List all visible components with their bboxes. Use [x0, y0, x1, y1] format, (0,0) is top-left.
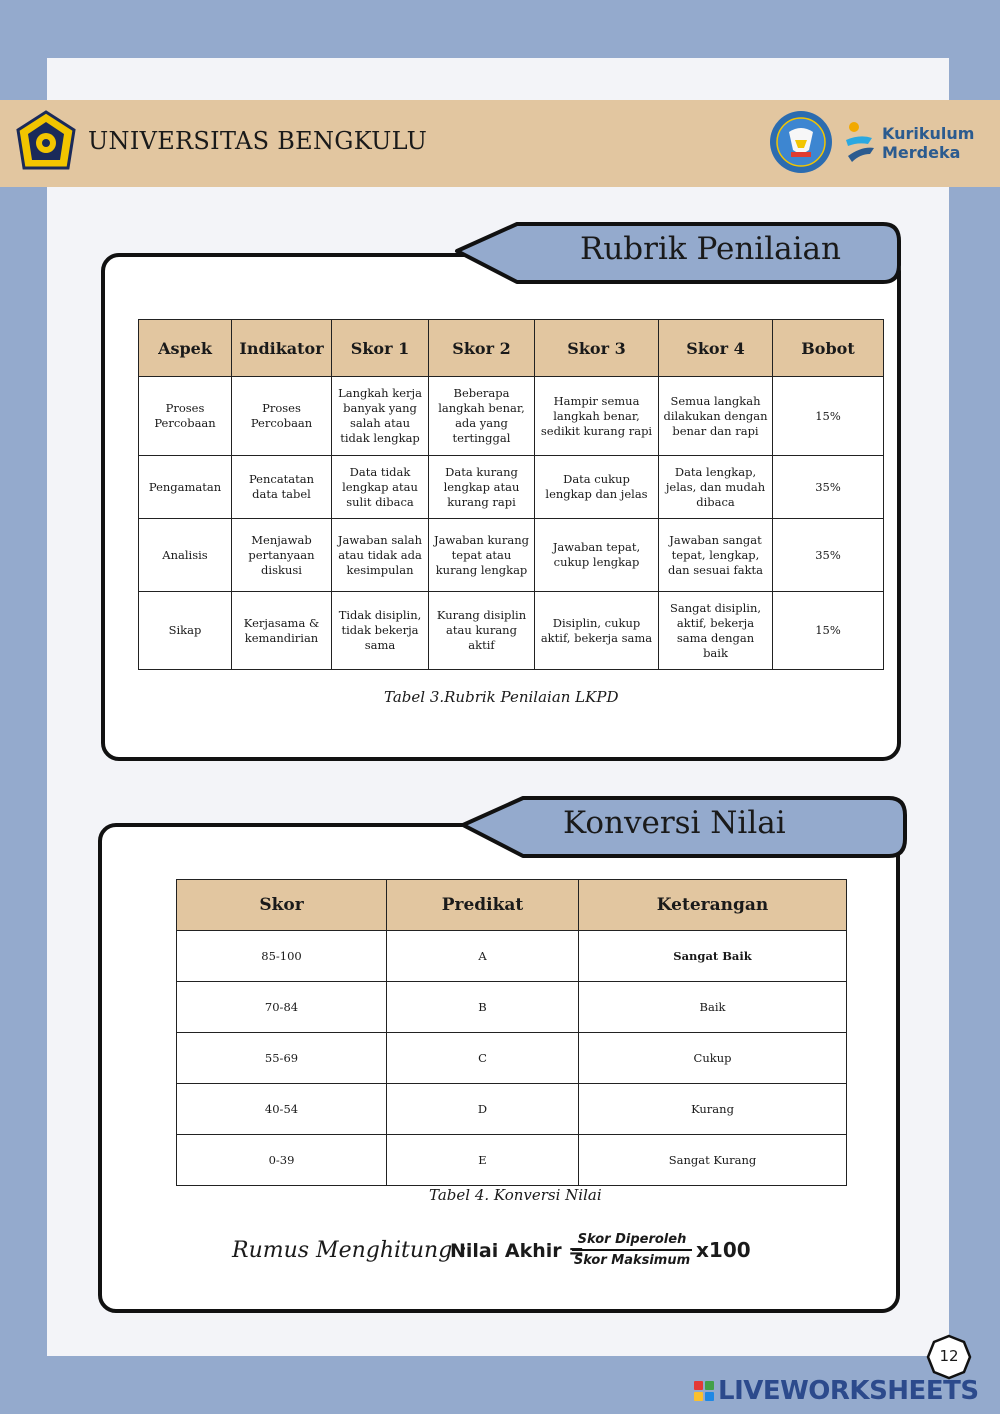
cell-keterangan: Kurang [579, 1084, 847, 1135]
table-row [177, 1033, 847, 1084]
cell-skor-3: Data cukup lengkap dan jelas [535, 456, 659, 519]
cell-skor-4: Data lengkap, jelas, dan mudah dibaca [659, 456, 773, 519]
cell-bobot: 35% [773, 456, 884, 519]
liveworksheets-text: LIVEWORKSHEETS [718, 1376, 979, 1406]
cell-predikat: B [387, 982, 579, 1033]
cell-aspek: Proses Percobaan [139, 377, 232, 456]
kurikulum-label: Kurikulum [882, 124, 975, 143]
header-band [0, 100, 1000, 187]
formula-multiplier: x100 [696, 1238, 751, 1262]
cell-aspek: Pengamatan [139, 456, 232, 519]
table-row [139, 456, 884, 519]
cell-bobot: 35% [773, 519, 884, 592]
cell-skor: 40-54 [177, 1084, 387, 1135]
cell-bobot: 15% [773, 377, 884, 456]
cell-predikat: E [387, 1135, 579, 1186]
cell-keterangan: Sangat Baik [579, 931, 847, 982]
liveworksheets-brand [694, 1376, 979, 1406]
cell-indikator: Kerjasama & kemandirian [232, 592, 332, 670]
formula-fraction [572, 1232, 692, 1268]
cell-skor-4: Semua langkah dilakukan dengan benar dan rapi [659, 377, 773, 456]
university-name: UNIVERSITAS BENGKULU [88, 127, 428, 155]
liveworksheets-logo-icon [694, 1381, 714, 1401]
header-keterangan: Keterangan [579, 880, 847, 931]
cell-indikator: Pencatatan data tabel [232, 456, 332, 519]
cell-skor-1: Jawaban salah atau tidak ada kesimpulan [332, 519, 429, 592]
table-header-row [139, 320, 884, 377]
cell-skor-2: Kurang disiplin atau kurang aktif [429, 592, 535, 670]
cell-predikat: A [387, 931, 579, 982]
cell-skor-3: Jawaban tepat, cukup lengkap [535, 519, 659, 592]
header-indikator: Indikator [232, 320, 332, 377]
header-aspek: Aspek [139, 320, 232, 377]
rubrik-table [138, 319, 884, 670]
tut-wuri-handayani-icon [769, 110, 833, 174]
konversi-table [176, 879, 847, 1186]
cell-predikat: D [387, 1084, 579, 1135]
cell-indikator: Menjawab pertanyaan diskusi [232, 519, 332, 592]
cell-predikat: C [387, 1033, 579, 1084]
formula-label: Rumus Menghitung : [232, 1238, 467, 1263]
header-skor-3: Skor 3 [535, 320, 659, 377]
cell-skor-4: Sangat disiplin, aktif, bekerja sama dengan baik [659, 592, 773, 670]
university-seal-icon [14, 110, 78, 176]
rubrik-caption: Tabel 3.Rubrik Penilaian LKPD [384, 688, 619, 706]
header-bobot: Bobot [773, 320, 884, 377]
cell-aspek: Analisis [139, 519, 232, 592]
table-row [139, 519, 884, 592]
formula-numerator: Skor Diperoleh [572, 1232, 692, 1251]
merdeka-label: Merdeka [882, 143, 961, 162]
cell-skor: 55-69 [177, 1033, 387, 1084]
cell-keterangan: Cukup [579, 1033, 847, 1084]
kurikulum-merdeka-logo-icon [842, 120, 878, 166]
cell-skor-1: Langkah kerja banyak yang salah atau tidak lengkap [332, 377, 429, 456]
cell-skor-2: Data kurang lengkap atau kurang rapi [429, 456, 535, 519]
cell-skor: 85-100 [177, 931, 387, 982]
cell-skor-3: Hampir semua langkah benar, sedikit kurang rapi [535, 377, 659, 456]
table-row [177, 931, 847, 982]
cell-aspek: Sikap [139, 592, 232, 670]
cell-skor: 0-39 [177, 1135, 387, 1186]
table-row [139, 377, 884, 456]
cell-keterangan: Sangat Kurang [579, 1135, 847, 1186]
cell-skor-2: Jawaban kurang tepat atau kurang lengkap [429, 519, 535, 592]
cell-keterangan: Baik [579, 982, 847, 1033]
cell-skor-4: Jawaban sangat tepat, lengkap, dan sesuai fakta [659, 519, 773, 592]
konversi-title: Konversi Nilai [563, 805, 786, 841]
header-skor-1: Skor 1 [332, 320, 429, 377]
cell-indikator: Proses Percobaan [232, 377, 332, 456]
formula-lhs: Nilai Akhir = [450, 1240, 585, 1262]
cell-skor-3: Disiplin, cukup aktif, bekerja sama [535, 592, 659, 670]
table-row [139, 592, 884, 670]
header-skor-2: Skor 2 [429, 320, 535, 377]
table-row [177, 1135, 847, 1186]
rubrik-title: Rubrik Penilaian [580, 231, 841, 267]
kurikulum-merdeka-text [882, 124, 974, 162]
cell-skor-1: Tidak disiplin, tidak bekerja sama [332, 592, 429, 670]
formula-denominator: Skor Maksimum [573, 1253, 691, 1268]
table-row [177, 982, 847, 1033]
konversi-caption: Tabel 4. Konversi Nilai [429, 1186, 602, 1204]
header-skor-4: Skor 4 [659, 320, 773, 377]
cell-skor-2: Beberapa langkah benar, ada yang tertinggal [429, 377, 535, 456]
header-skor: Skor [177, 880, 387, 931]
table-row [177, 1084, 847, 1135]
header-predikat: Predikat [387, 880, 579, 931]
cell-bobot: 15% [773, 592, 884, 670]
table-header-row [177, 880, 847, 931]
page-number: 12 [939, 1347, 959, 1365]
cell-skor-1: Data tidak lengkap atau sulit dibaca [332, 456, 429, 519]
cell-skor: 70-84 [177, 982, 387, 1033]
